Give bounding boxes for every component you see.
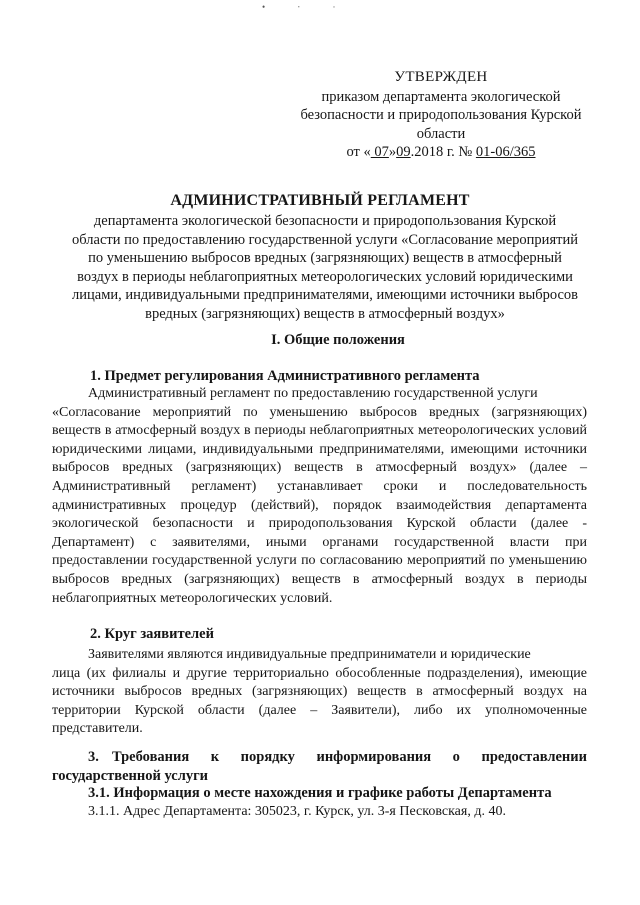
- subsection-2-text: [52, 646, 587, 739]
- approval-month: 09: [396, 144, 411, 160]
- approval-date: от « 07»09.2018 г. № 01-06/365: [346, 144, 536, 160]
- approval-line: приказом департамента экологической: [321, 88, 561, 105]
- subsection-1-text: [52, 385, 587, 608]
- paragraph-body: «Согласование мероприятий по уменьшению выбросов вредных (загрязняющих) веществ в атмосферный воздух в периоды неблагоприятных метеорологических условий юридическими лицами, индивидуальными предпринимателями, имеющими источники выбросов вредных (загрязняющих) веществ в атмосферный воздух» (далее – Административный регламент) устанавливает сроки и последовательность административных процедур (действий), порядок взаимодействия департамента экологической безопасности и природопользования Курской области (далее - Департамент) с заявителями, иными органами государственной власти при предоставлении государственной услуги по согласованию мероприятий по уменьшению выбросов вредных (загрязняющих) веществ в атмосферный воздух в периоды неблагоприятных метеорологических условий.: [52, 404, 587, 606]
- document-subtitle: департамента экологической безопасности и природопользования Курской области по предоставлению государственной услуги «Согласование мероприятий по уменьшению выбросов вредных (загрязняющих) веществ в атмосферный воздух в периоды неблагоприятных метеорологических условий юридическими лицами, индивидуальными предпринимателями, имеющими источники выбросов вредных (загрязняющих) веществ в атмосферный воздух»: [72, 213, 578, 322]
- approval-line: области: [416, 125, 466, 142]
- document-title: АДМИНИСТРАТИВНЫЙ РЕГЛАМЕНТ: [170, 192, 470, 209]
- paragraph-first-line: Заявителями являются индивидуальные предприниматели и юридические: [88, 647, 531, 662]
- subsection-3-number: 3.: [88, 749, 99, 765]
- section-heading: I. Общие положения: [271, 332, 405, 348]
- subsection-3-heading: [52, 748, 587, 785]
- approval-line: безопасности и природопользования Курской: [300, 107, 582, 123]
- department-address: 3.1.1. Адрес Департамента: 305023, г. Курск, ул. 3-я Песковская, д. 40.: [88, 804, 506, 819]
- subsection-3-title: Требования к порядку информирования о предоставлении государственной услуги: [52, 749, 587, 784]
- paragraph-first-line: Административный регламент по предоставлению государственной услуги: [88, 386, 538, 401]
- subsection-3-1-heading: 3.1. Информация о месте нахождения и графике работы Департамента: [88, 785, 552, 801]
- approval-heading: УТВЕРЖДЕН: [394, 69, 488, 85]
- subsection-2-heading: 2. Круг заявителей: [90, 626, 214, 642]
- approval-stamp: [296, 68, 586, 162]
- paragraph-body: лица (их филиалы и другие территориально обособленные подразделения), имеющие источники выбросов вредных (загрязняющих) веществ в атмосферный воздух на территории Курской области (далее – Заявители), либо их уполномоченные представители.: [52, 665, 587, 737]
- subsection-1-heading: 1. Предмет регулирования Административного регламента: [90, 368, 480, 384]
- approval-day: 07: [370, 144, 389, 160]
- order-number: 01-06/365: [475, 144, 536, 160]
- scan-artifact: • ‧ ·: [262, 2, 351, 12]
